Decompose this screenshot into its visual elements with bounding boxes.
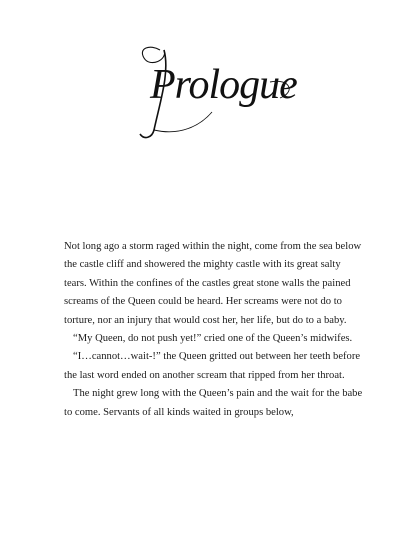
chapter-title-ornament [120,42,300,142]
paragraph: “My Queen, do not push yet!” cried one of the Queen’s midwifes. [73,333,353,345]
paragraph: Not long ago a storm raged within the night, come from the sea below the castle cliff and showered the mighty castle with its great salty tears. Within the confines of the castles great stone walls the pained screams of the Queen could be heard. Her screams were not do to torture, nor an injury that would cost her, her life, but do to a baby. [64,241,362,326]
paragraph: “I…cannot…wait-!” the Queen gritted out between her teeth before the last word ended on another scream that ripped from her throat. [64,351,361,381]
calligraphy-flourish-icon [120,42,300,142]
chapter-title: Prologue [150,62,297,108]
chapter-body [64,238,364,422]
paragraph: The night grew long with the Queen’s pain and the wait for the babe to come. Servants of all kinds waited in groups below, [64,388,363,418]
